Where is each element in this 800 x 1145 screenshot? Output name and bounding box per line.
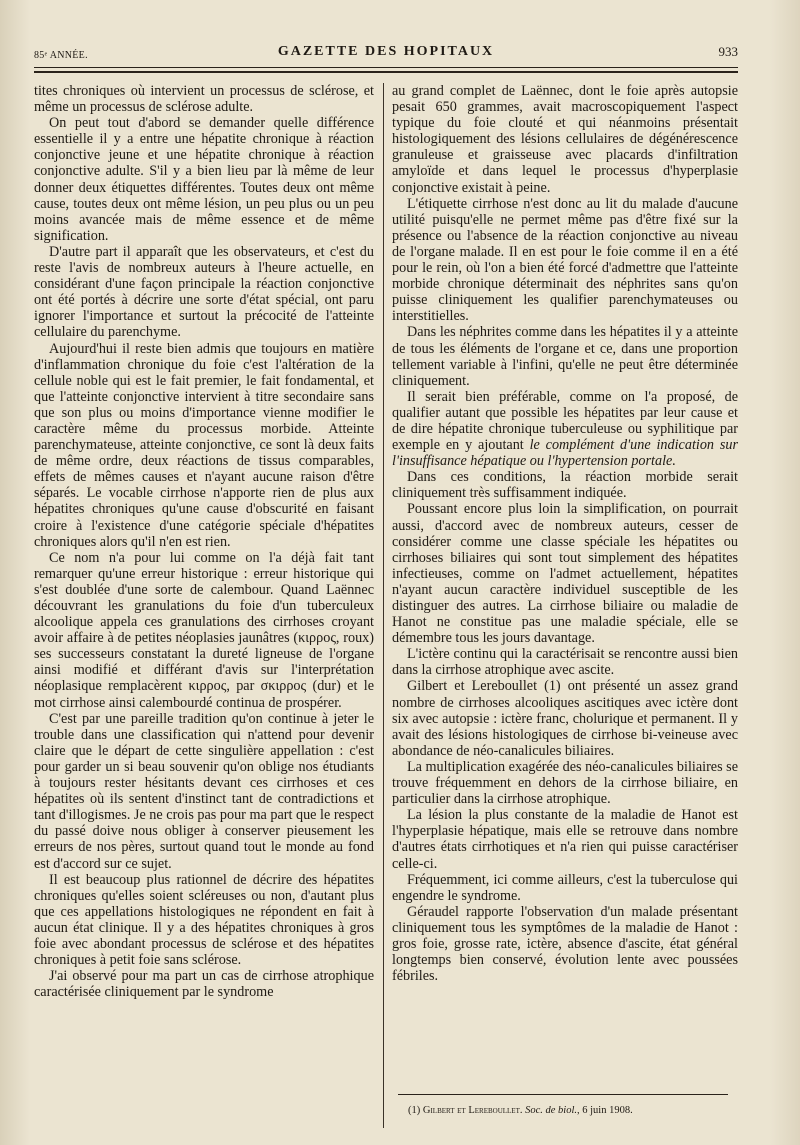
paragraph [392, 389, 738, 469]
paragraph: D'autre part il apparaît que les observateurs, et c'est du reste l'avis de nombreux auteurs à l'heure actuelle, en considérant d'une façon principale la réaction conjonctive ont été portés à décrire une sorte d'état spécial, ont paru ignorer l'importance et surtout la précocité de l'atteinte cellulaire du parenchyme. [34, 243, 374, 341]
paragraph: Dans les néphrites comme dans les hépatites il y a atteinte de tous les éléments de l'organe et ce, dans une proportion tellement variable à l'infini, qu'elle ne peut être déterminée cliniquement. [392, 324, 738, 389]
paragraph: L'ictère continu qui la caractérisait se rencontre aussi bien dans la cirrhose atrophique avec ascite. [392, 646, 738, 679]
footnote-marker: (1) [408, 1105, 423, 1116]
paragraph: Gilbert et Lereboullet (1) ont présenté un assez grand nombre de cirrhoses alcooliques ascitiques avec ictère dont six avec autopsie : ictère franc, cholurique et permanent. Il y avait des lésions histologiques de cirrhose bi-veineuse avec abondance de néo-canalicules biliaires. [392, 678, 738, 759]
paragraph: J'ai observé pour ma part un cas de cirrhose atrophique caractérisée cliniquement par le syndrome [34, 968, 374, 1001]
column-divider [383, 83, 384, 1128]
journal-title: GAZETTE DES HOPITAUX [277, 44, 495, 59]
italic-text: le complément d'une indication sur l'insuffisance hépatique ou l'hypertension portale. [392, 437, 738, 470]
issue-label: 85ᵉ ANNÉE. [34, 50, 88, 61]
header-rule [34, 67, 738, 68]
footnote-date: , 6 juin 1908. [577, 1105, 633, 1116]
paragraph-text: Il serait bien préférable, comme on l'a proposé, de qualifier autant que possible les hépatites par leur cause et de dire hépatite chronique tuberculeuse ou syphilitique par exemple en y ajoutant [392, 388, 738, 454]
right-column [392, 83, 738, 984]
paragraph: C'est par une pareille tradition qu'on continue à jeter le trouble dans une classification qui n'attend pour devenir claire que le départ de cette singulière appellation : c'est pour garder un si beau souvenir qu'on oblige nos étudiants à toujours rester hésitants devant ces cirrhoses et ces hépatites où ils sentent d'instinct tant de contradictions et tant d'illogismes. Je ne crois pas pour ma part que le respect du passé doive nous obliger à conserver pieusement les erreurs de nos pères, surtout quand tout le monde au fond est d'accord sur ce sujet. [34, 710, 374, 872]
paragraph: Ce nom n'a pour lui comme on l'a déjà fait tant remarquer qu'une erreur historique : erreur historique qui s'est doublée d'une sorte de calembour. Quand Laënnec découvrant les granulations du foie d'un tuberculeux alcoolique appela ces granulations des cirrhoses croyant avoir affaire à de petites néoplasies jaunâtres (κιρρος, roux) ses successeurs constatant la dureté ligneuse de l'organe ainsi modifié et différant d'avis sur l'interprétation néoplasique remplacèrent κιρρος, par σκιρρος (dur) et le mot cirrhose ainsi calembourdé continua de prospérer. [34, 549, 374, 711]
paragraph: Fréquemment, ici comme ailleurs, c'est la tuberculose qui engendre le syndrome. [392, 871, 738, 904]
paragraph: La multiplication exagérée des néo-canalicules biliaires se trouve fréquemment en dehors de la cirrhose biliaire, en particulier dans la cirrhose atrophique. [392, 758, 738, 808]
paragraph: Dans ces conditions, la réaction morbide serait cliniquement très suffisamment indiquée. [392, 469, 738, 502]
page-header [34, 44, 738, 66]
paragraph: Aujourd'hui il reste bien admis que toujours en matière d'inflammation chronique du foie c'est l'altération de la cellule noble qui est le fait premier, le fait fondamental, et que l'atteinte conjonctive intervient à titre secondaire sans que son plus ou moins d'importance vienne modifier le caractère même du processus morbide. Atteinte parenchymateuse, atteinte conjonctive, ce sont là deux faits de même ordre, deux réactions de tissus comparables, effets de mêmes causes et n'ayant aucune raison d'être séparés. Le vocable cirrhose n'apporte rien de plus aux hépatites chroniques qu'une cause d'obscurité en faisant croire à l'existence d'une catégorie spéciale d'hépatites chroniques alors qu'il n'en est rien. [34, 340, 374, 550]
paragraph: Géraudel rapporte l'observation d'un malade présentant cliniquement tous les symptômes de la maladie de Hanot : gros foie, grosse rate, ictère, absence d'ascite, état général longtemps bien conservé, évolution lente avec poussées fébriles. [392, 903, 738, 985]
footnote-authors: Gilbert et Lereboullet. [422, 1105, 523, 1116]
footnote-source: Soc. de biol. [525, 1105, 578, 1116]
footnote-rule [398, 1094, 728, 1095]
paragraph: L'étiquette cirrhose n'est donc au lit du malade d'aucune utilité puisqu'elle ne permet même pas d'être fixé sur la présence ou l'absence de la réaction conjonctive au niveau de l'organe malade. Il en est pour le foie comme il en a été pour le rein, où l'on a bien été forcé d'admettre que l'atteinte morbide chronique déterminait des néphrites sans qu'on puisse cliniquement les qualifier parenchymateuses ou interstitielles. [392, 195, 738, 325]
header-rule-thick [34, 71, 738, 73]
footnote [408, 1105, 738, 1116]
paragraph: tites chroniques où intervient un processus de sclérose, et même un processus de sclérose adulte. [34, 83, 374, 116]
paragraph: au grand complet de Laënnec, dont le foie après autopsie pesait 650 grammes, avait macroscopiquement l'aspect typique du foie clouté et qui néanmoins présentait histologiquement des lésions cellulaires de dégénérescence granuleuse et graisseuse avec placards d'infiltration amyloïde et dans lequel le processus d'hyperplasie conjonctive existait à peine. [392, 83, 738, 196]
page-number: 933 [718, 44, 738, 59]
paragraph: Il est beaucoup plus rationnel de décrire des hépatites chroniques qu'elles soient scléreuses ou non, d'autant plus que ces appellations histologiques ne répondent en fait à aucun état clinique. Il y a des hépatites chroniques à gros foie avec abondant processus de sclérose et des hépatites chroniques à petit foie sans sclérose. [34, 871, 374, 969]
paragraph: Poussant encore plus loin la simplification, on pourrait aussi, d'accord avec de nombreux auteurs, cesser de considérer comme une classe spéciale les hépatites ou cirrhoses biliaires qui sont tout simplement des hépatites infectieuses, comme on l'admet actuellement, hépatites n'ayant aucun caractère individuel susceptible de les distinguer des autres. La cirrhose biliaire ou maladie de Hanot ne constitue pas une maladie spéciale, elle se démembre tous les jours davantage. [392, 501, 738, 647]
left-column [34, 83, 374, 1000]
paragraph: On peut tout d'abord se demander quelle différence essentielle il y a entre une hépatite chronique à réaction conjonctive jeune et une hépatite chronique à réaction conjonctive adulte. S'il y a bien lieu par là même de leur donner deux étiquettes différentes. Toutes deux ont même cause, toutes deux ont même lésion, un peu plus ou un peu moins avancée mais de même essence et de même signification. [34, 115, 374, 244]
paragraph: La lésion la plus constante de la maladie de Hanot est l'hyperplasie hépatique, mais elle se retrouve dans nombre d'autres états cirrhotiques et n'a rien qui puisse caractériser celle-ci. [392, 807, 738, 872]
